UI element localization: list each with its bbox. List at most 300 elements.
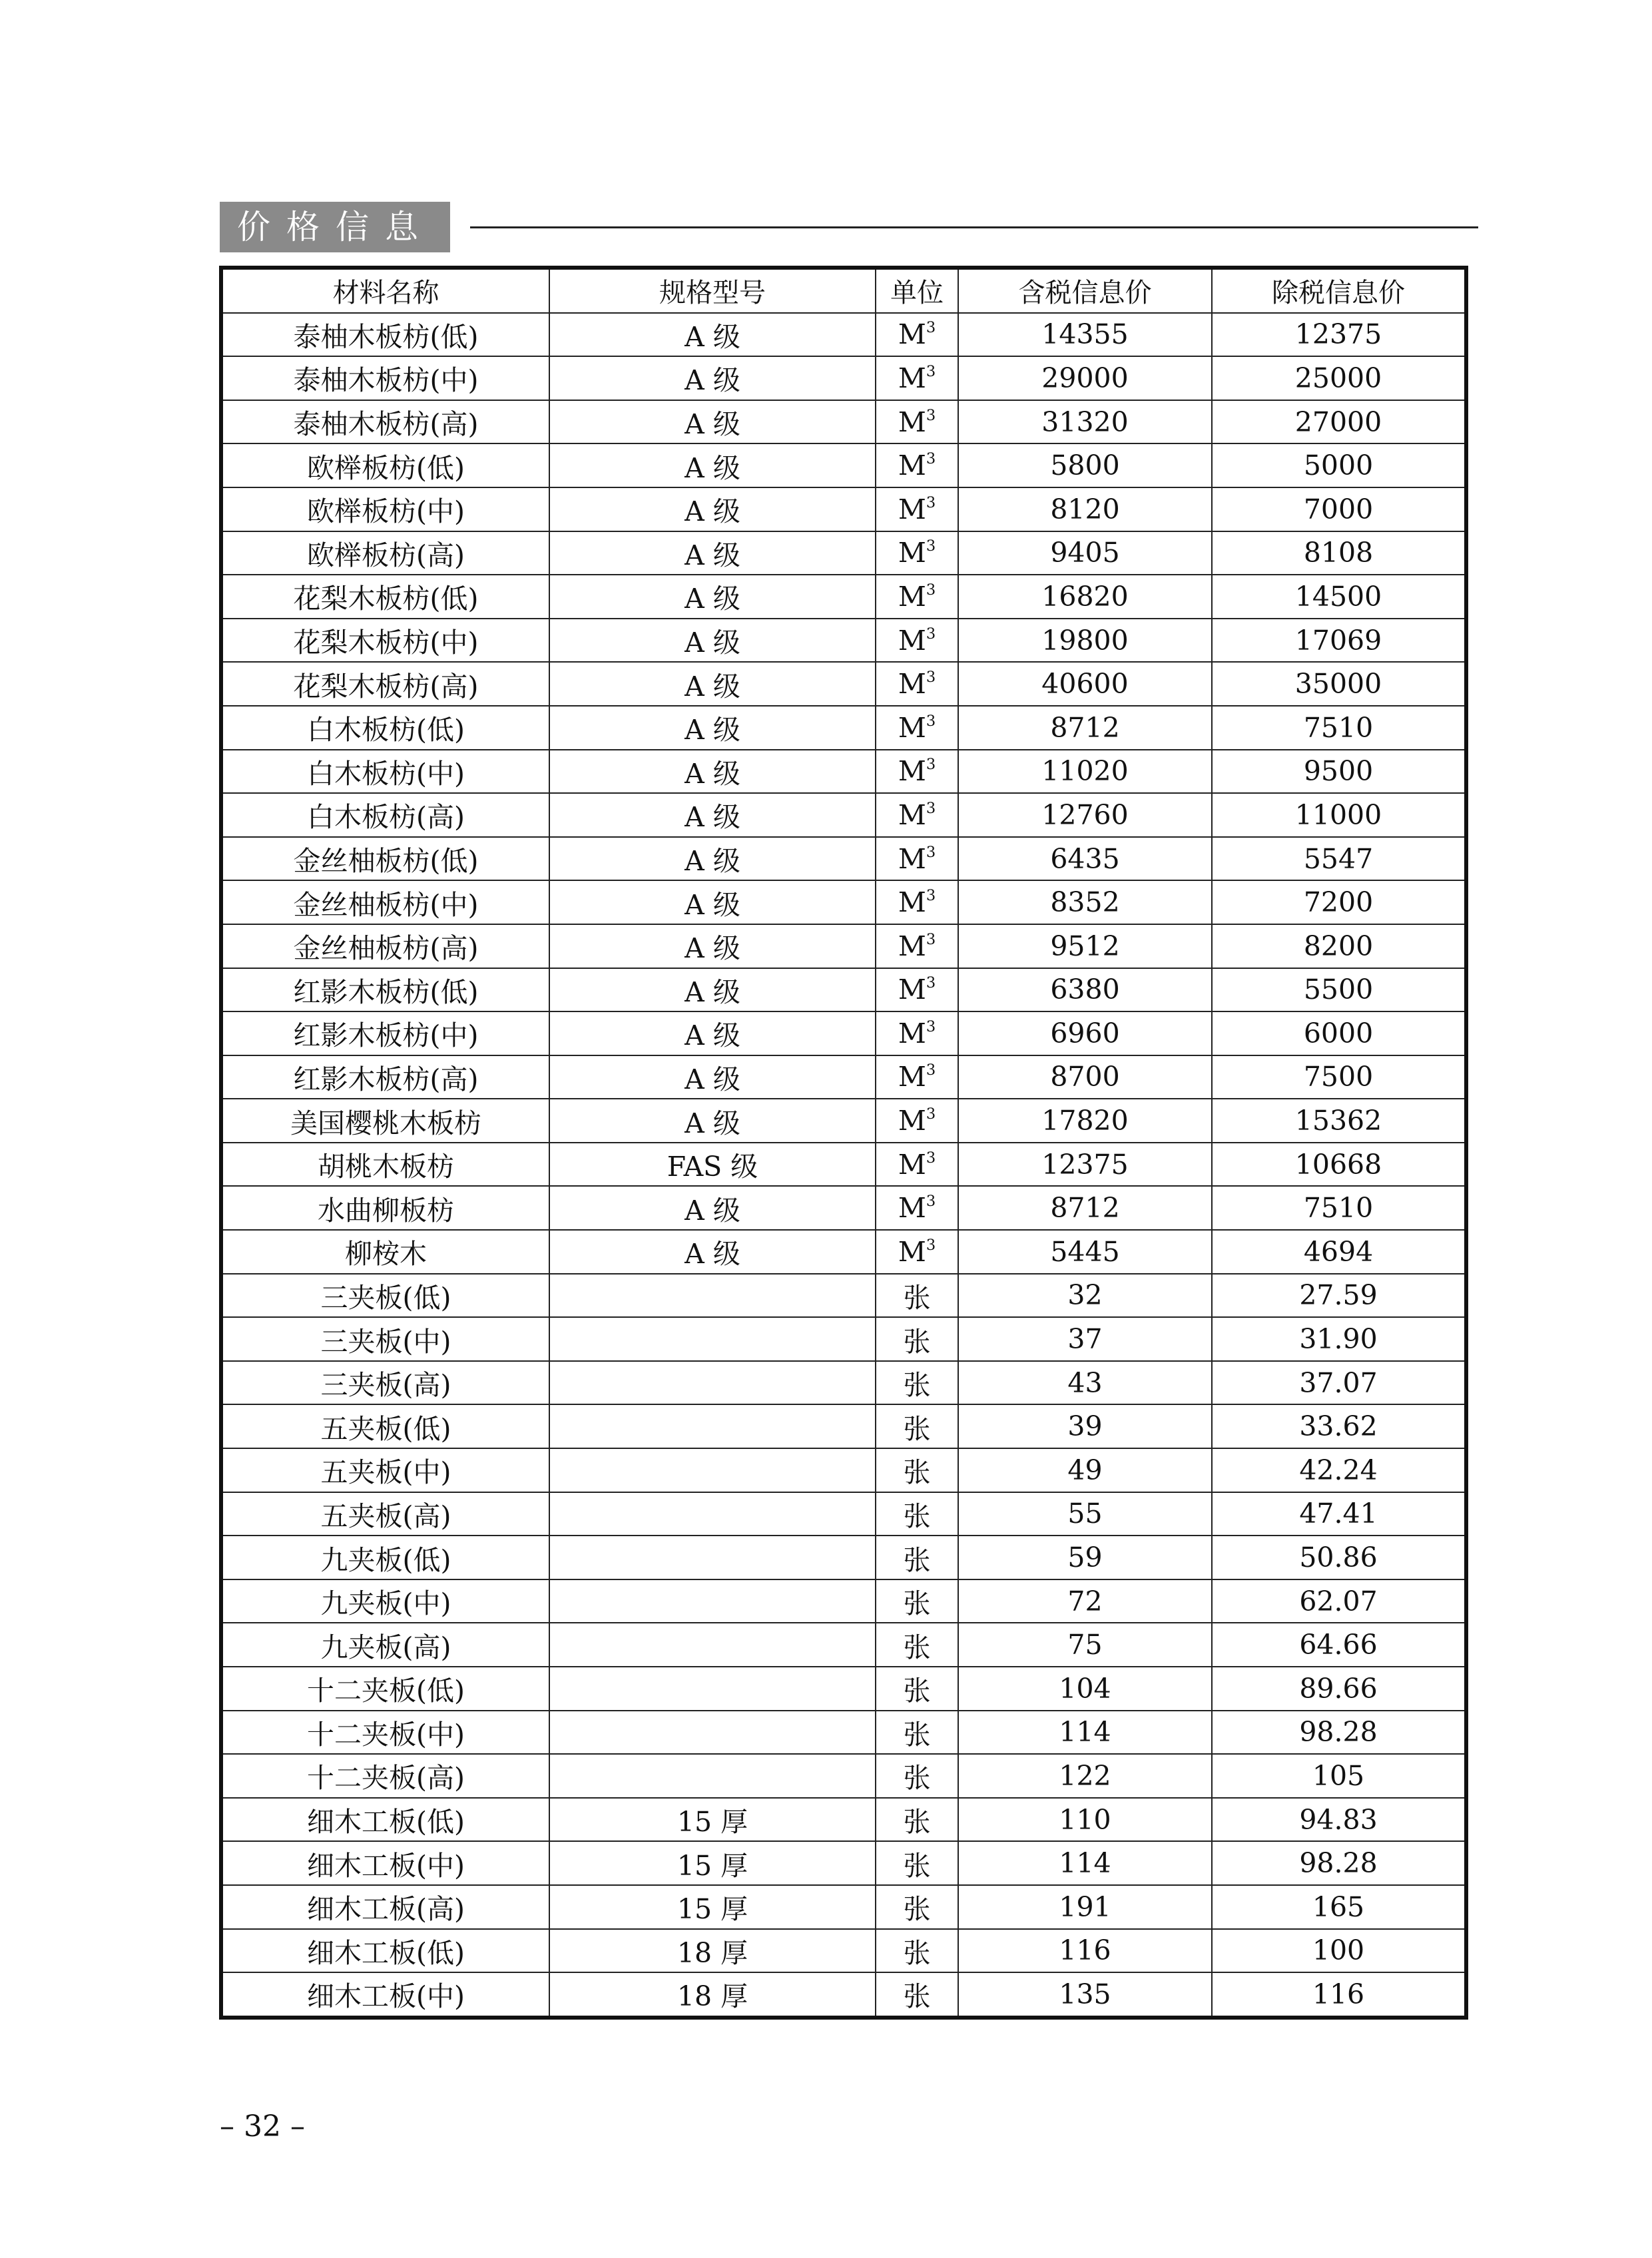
table-row (221, 750, 1466, 794)
cell-unit (876, 313, 958, 357)
cell-unit (876, 1972, 958, 2018)
cell-unit (876, 1623, 958, 1667)
table-row (221, 619, 1466, 663)
cell-material-name: 九夹板(高) (221, 1623, 549, 1667)
unit-text: M (898, 318, 926, 351)
cell-unit (876, 1011, 958, 1055)
table-row (221, 1055, 1466, 1099)
unit-superscript: 3 (926, 625, 936, 643)
cell-material-name: 金丝柚板枋(低) (221, 837, 549, 881)
cell-unit (876, 1143, 958, 1187)
cell-unit (876, 1492, 958, 1536)
cell-material-name: 花梨木板枋(高) (221, 662, 549, 706)
cell-price-net: 7510 (1212, 1186, 1466, 1230)
cell-material-name: 三夹板(低) (221, 1274, 549, 1318)
cell-material-name: 欧榉板枋(低) (221, 443, 549, 487)
cell-unit (876, 575, 958, 619)
cell-spec: 15 厚 (549, 1798, 876, 1842)
cell-spec: A 级 (549, 356, 876, 400)
cell-unit (876, 1667, 958, 1711)
unit-superscript: 3 (926, 712, 936, 730)
unit-text: 张 (903, 1806, 931, 1838)
cell-material-name: 金丝柚板枋(中) (221, 880, 549, 924)
cell-price-net: 5547 (1212, 837, 1466, 881)
cell-price-tax: 6380 (958, 968, 1212, 1012)
cell-spec: A 级 (549, 487, 876, 531)
table-row (221, 531, 1466, 575)
cell-price-net: 4694 (1212, 1230, 1466, 1274)
cell-spec (549, 1361, 876, 1405)
unit-text: M (898, 1017, 926, 1049)
cell-price-net: 37.07 (1212, 1361, 1466, 1405)
table-row (221, 1929, 1466, 1973)
cell-price-tax: 11020 (958, 750, 1212, 794)
cell-unit (876, 1274, 958, 1318)
unit-text: 张 (903, 1544, 931, 1576)
cell-spec (549, 1404, 876, 1448)
table-row (221, 1579, 1466, 1623)
unit-text: 张 (903, 1500, 931, 1532)
cell-price-net: 62.07 (1212, 1579, 1466, 1623)
unit-superscript: 3 (926, 1149, 936, 1167)
cell-unit (876, 1885, 958, 1929)
unit-superscript: 3 (926, 450, 936, 468)
table-row (221, 1011, 1466, 1055)
unit-text: M (898, 1105, 926, 1137)
cell-spec: 18 厚 (549, 1929, 876, 1973)
table-row (221, 313, 1466, 357)
cell-price-net: 12375 (1212, 313, 1466, 357)
cell-unit (876, 793, 958, 837)
page-number: – 32 – (220, 2110, 305, 2143)
cell-material-name: 白木板枋(中) (221, 750, 549, 794)
table-row (221, 1230, 1466, 1274)
cell-spec (549, 1667, 876, 1711)
cell-price-tax: 16820 (958, 575, 1212, 619)
cell-price-net: 5000 (1212, 443, 1466, 487)
unit-text: M (898, 580, 926, 613)
cell-price-tax: 75 (958, 1623, 1212, 1667)
cell-price-tax: 6435 (958, 837, 1212, 881)
cell-unit (876, 400, 958, 444)
cell-price-net: 165 (1212, 1885, 1466, 1929)
cell-material-name: 欧榉板枋(中) (221, 487, 549, 531)
cell-price-tax: 122 (958, 1754, 1212, 1798)
cell-price-net: 98.28 (1212, 1841, 1466, 1885)
cell-spec: A 级 (549, 1230, 876, 1274)
cell-price-tax: 39 (958, 1404, 1212, 1448)
section-title: 价格信息 (220, 202, 450, 252)
table-row (221, 1972, 1466, 2018)
unit-text: 张 (903, 1718, 931, 1751)
cell-price-tax: 55 (958, 1492, 1212, 1536)
unit-text: 张 (903, 1325, 931, 1358)
cell-price-tax: 29000 (958, 356, 1212, 400)
unit-superscript: 3 (926, 363, 936, 381)
unit-text: M (898, 1235, 926, 1268)
cell-price-net: 8200 (1212, 924, 1466, 968)
cell-material-name: 泰柚木板枋(低) (221, 313, 549, 357)
cell-material-name: 细木工板(低) (221, 1929, 549, 1973)
cell-unit (876, 1055, 958, 1099)
cell-price-tax: 59 (958, 1536, 1212, 1579)
unit-superscript: 3 (926, 1017, 936, 1035)
table-row (221, 1404, 1466, 1448)
cell-price-net: 15362 (1212, 1099, 1466, 1143)
cell-unit (876, 487, 958, 531)
unit-text: 张 (903, 1936, 931, 1969)
cell-material-name: 红影木板枋(低) (221, 968, 549, 1012)
unit-text: M (898, 362, 926, 394)
table-row (221, 968, 1466, 1012)
unit-text: M (898, 449, 926, 482)
cell-spec: A 级 (549, 443, 876, 487)
cell-price-net: 7500 (1212, 1055, 1466, 1099)
table-row (221, 837, 1466, 881)
cell-spec (549, 1274, 876, 1318)
unit-text: M (898, 755, 926, 788)
cell-unit (876, 443, 958, 487)
column-header-unit: 单位 (876, 268, 958, 313)
cell-spec (549, 1536, 876, 1579)
cell-spec (549, 1317, 876, 1361)
cell-spec: 15 厚 (549, 1841, 876, 1885)
unit-text: M (898, 493, 926, 525)
cell-material-name: 柳桉木 (221, 1230, 549, 1274)
cell-price-tax: 32 (958, 1274, 1212, 1318)
cell-unit (876, 662, 958, 706)
unit-text: M (898, 1192, 926, 1225)
cell-unit (876, 1317, 958, 1361)
cell-price-tax: 31320 (958, 400, 1212, 444)
cell-spec: A 级 (549, 313, 876, 357)
cell-spec: FAS 级 (549, 1143, 876, 1187)
table-row (221, 1754, 1466, 1798)
cell-price-net: 10668 (1212, 1143, 1466, 1187)
cell-price-net: 98.28 (1212, 1711, 1466, 1755)
cell-spec: A 级 (549, 924, 876, 968)
cell-material-name: 五夹板(低) (221, 1404, 549, 1448)
cell-price-net: 8108 (1212, 531, 1466, 575)
unit-text: 张 (903, 1849, 931, 1882)
unit-text: M (898, 842, 926, 875)
cell-price-net: 50.86 (1212, 1536, 1466, 1579)
cell-unit (876, 1361, 958, 1405)
table-row (221, 1623, 1466, 1667)
section-divider (470, 226, 1478, 228)
table-row (221, 1317, 1466, 1361)
cell-unit (876, 1579, 958, 1623)
cell-material-name: 泰柚木板枋(高) (221, 400, 549, 444)
cell-price-tax: 8700 (958, 1055, 1212, 1099)
cell-price-net: 27.59 (1212, 1274, 1466, 1318)
cell-price-net: 11000 (1212, 793, 1466, 837)
unit-superscript: 3 (926, 1193, 936, 1211)
cell-material-name: 十二夹板(中) (221, 1711, 549, 1755)
cell-price-net: 7200 (1212, 880, 1466, 924)
cell-material-name: 泰柚木板枋(中) (221, 356, 549, 400)
cell-material-name: 水曲柳板枋 (221, 1186, 549, 1230)
cell-price-net: 94.83 (1212, 1798, 1466, 1842)
table-row (221, 1143, 1466, 1187)
cell-price-tax: 8352 (958, 880, 1212, 924)
cell-price-net: 6000 (1212, 1011, 1466, 1055)
cell-material-name: 花梨木板枋(中) (221, 619, 549, 663)
unit-text: 张 (903, 1412, 931, 1445)
cell-material-name: 五夹板(中) (221, 1448, 549, 1492)
unit-superscript: 3 (926, 669, 936, 687)
unit-text: 张 (903, 1456, 931, 1489)
cell-material-name: 九夹板(中) (221, 1579, 549, 1623)
cell-price-net: 7000 (1212, 487, 1466, 531)
unit-text: M (898, 406, 926, 438)
table-row (221, 880, 1466, 924)
unit-superscript: 3 (926, 974, 936, 992)
cell-price-tax: 114 (958, 1841, 1212, 1885)
table-row (221, 1711, 1466, 1755)
cell-price-net: 14500 (1212, 575, 1466, 619)
cell-spec: A 级 (549, 1099, 876, 1143)
cell-price-tax: 5800 (958, 443, 1212, 487)
table-row (221, 1099, 1466, 1143)
cell-material-name: 红影木板枋(中) (221, 1011, 549, 1055)
table-row (221, 793, 1466, 837)
table-row (221, 400, 1466, 444)
cell-spec (549, 1711, 876, 1755)
cell-spec: A 级 (549, 619, 876, 663)
cell-spec: A 级 (549, 750, 876, 794)
table-row (221, 1536, 1466, 1579)
unit-superscript: 3 (926, 1236, 936, 1254)
cell-material-name: 九夹板(低) (221, 1536, 549, 1579)
cell-material-name: 十二夹板(低) (221, 1667, 549, 1711)
unit-text: M (898, 668, 926, 701)
cell-unit (876, 1186, 958, 1230)
table-row (221, 1274, 1466, 1318)
cell-spec: A 级 (549, 837, 876, 881)
cell-spec: A 级 (549, 575, 876, 619)
cell-price-tax: 72 (958, 1579, 1212, 1623)
table-row (221, 662, 1466, 706)
cell-material-name: 胡桃木板枋 (221, 1143, 549, 1187)
unit-text: 张 (903, 1369, 931, 1402)
section-header (220, 202, 1478, 252)
cell-spec (549, 1492, 876, 1536)
cell-price-net: 7510 (1212, 706, 1466, 750)
cell-price-tax: 114 (958, 1711, 1212, 1755)
cell-spec: A 级 (549, 793, 876, 837)
unit-text: M (898, 974, 926, 1006)
cell-price-net: 33.62 (1212, 1404, 1466, 1448)
cell-unit (876, 356, 958, 400)
cell-price-net: 116 (1212, 1972, 1466, 2018)
cell-price-tax: 37 (958, 1317, 1212, 1361)
cell-spec: A 级 (549, 706, 876, 750)
cell-price-tax: 116 (958, 1929, 1212, 1973)
cell-price-tax: 17820 (958, 1099, 1212, 1143)
cell-spec: A 级 (549, 1011, 876, 1055)
cell-price-net: 35000 (1212, 662, 1466, 706)
cell-spec: A 级 (549, 531, 876, 575)
cell-unit (876, 1230, 958, 1274)
cell-unit (876, 880, 958, 924)
unit-text: 张 (903, 1762, 931, 1795)
unit-text: M (898, 886, 926, 919)
cell-unit (876, 924, 958, 968)
table-header-row (221, 268, 1466, 313)
unit-text: 张 (903, 1587, 931, 1620)
cell-material-name: 红影木板枋(高) (221, 1055, 549, 1099)
cell-price-net: 89.66 (1212, 1667, 1466, 1711)
unit-superscript: 3 (926, 493, 936, 511)
unit-text: 张 (903, 1893, 931, 1926)
column-header-name: 材料名称 (221, 268, 549, 313)
cell-price-tax: 14355 (958, 313, 1212, 357)
cell-material-name: 金丝柚板枋(高) (221, 924, 549, 968)
unit-text: 张 (903, 1980, 931, 2013)
unit-superscript: 3 (926, 843, 936, 861)
cell-unit (876, 837, 958, 881)
table-row (221, 443, 1466, 487)
cell-price-tax: 12760 (958, 793, 1212, 837)
unit-superscript: 3 (926, 887, 936, 905)
cell-unit (876, 1754, 958, 1798)
unit-superscript: 3 (926, 581, 936, 599)
cell-spec: A 级 (549, 880, 876, 924)
table-row (221, 1448, 1466, 1492)
cell-price-tax: 43 (958, 1361, 1212, 1405)
cell-price-tax: 8712 (958, 1186, 1212, 1230)
cell-spec: 15 厚 (549, 1885, 876, 1929)
unit-text: M (898, 930, 926, 962)
cell-unit (876, 1929, 958, 1973)
unit-text: M (898, 537, 926, 569)
cell-price-tax: 8712 (958, 706, 1212, 750)
cell-unit (876, 531, 958, 575)
cell-price-net: 31.90 (1212, 1317, 1466, 1361)
unit-superscript: 3 (926, 537, 936, 555)
cell-material-name: 美国樱桃木板枋 (221, 1099, 549, 1143)
cell-spec: 18 厚 (549, 1972, 876, 2018)
cell-material-name: 细木工板(低) (221, 1798, 549, 1842)
cell-material-name: 三夹板(中) (221, 1317, 549, 1361)
cell-price-net: 42.24 (1212, 1448, 1466, 1492)
cell-spec: A 级 (549, 1055, 876, 1099)
cell-unit (876, 1841, 958, 1885)
cell-price-net: 5500 (1212, 968, 1466, 1012)
cell-unit (876, 706, 958, 750)
unit-superscript: 3 (926, 756, 936, 774)
cell-material-name: 十二夹板(高) (221, 1754, 549, 1798)
cell-unit (876, 1448, 958, 1492)
cell-unit (876, 1798, 958, 1842)
cell-price-net: 25000 (1212, 356, 1466, 400)
cell-spec: A 级 (549, 968, 876, 1012)
column-header-price-net: 除税信息价 (1212, 268, 1466, 313)
table-row (221, 487, 1466, 531)
cell-material-name: 三夹板(高) (221, 1361, 549, 1405)
unit-text: 张 (903, 1631, 931, 1663)
cell-material-name: 欧榉板枋(高) (221, 531, 549, 575)
cell-material-name: 细木工板(中) (221, 1972, 549, 2018)
cell-spec (549, 1448, 876, 1492)
column-header-spec: 规格型号 (549, 268, 876, 313)
cell-unit (876, 1404, 958, 1448)
cell-price-tax: 19800 (958, 619, 1212, 663)
cell-price-net: 27000 (1212, 400, 1466, 444)
unit-text: M (898, 1148, 926, 1181)
table-row (221, 1885, 1466, 1929)
cell-material-name: 白木板枋(高) (221, 793, 549, 837)
unit-superscript: 3 (926, 800, 936, 818)
cell-price-tax: 9512 (958, 924, 1212, 968)
cell-unit (876, 619, 958, 663)
unit-superscript: 3 (926, 930, 936, 948)
cell-material-name: 白木板枋(低) (221, 706, 549, 750)
table-row (221, 924, 1466, 968)
cell-material-name: 五夹板(高) (221, 1492, 549, 1536)
cell-unit (876, 1536, 958, 1579)
unit-text: M (898, 1061, 926, 1093)
cell-price-tax: 49 (958, 1448, 1212, 1492)
unit-superscript: 3 (926, 1061, 936, 1079)
cell-spec (549, 1754, 876, 1798)
cell-price-tax: 104 (958, 1667, 1212, 1711)
cell-price-tax: 40600 (958, 662, 1212, 706)
cell-price-net: 105 (1212, 1754, 1466, 1798)
unit-text: M (898, 624, 926, 657)
unit-text: 张 (903, 1281, 931, 1314)
cell-price-tax: 8120 (958, 487, 1212, 531)
cell-unit (876, 1099, 958, 1143)
table-row (221, 356, 1466, 400)
unit-text: M (898, 711, 926, 744)
cell-price-tax: 6960 (958, 1011, 1212, 1055)
unit-text: 张 (903, 1675, 931, 1707)
table-row (221, 1186, 1466, 1230)
cell-unit (876, 968, 958, 1012)
cell-price-net: 9500 (1212, 750, 1466, 794)
table-row (221, 1361, 1466, 1405)
cell-spec (549, 1623, 876, 1667)
cell-spec (549, 1579, 876, 1623)
cell-price-tax: 191 (958, 1885, 1212, 1929)
cell-spec: A 级 (549, 662, 876, 706)
cell-material-name: 细木工板(高) (221, 1885, 549, 1929)
cell-unit (876, 1711, 958, 1755)
cell-spec: A 级 (549, 1186, 876, 1230)
cell-price-net: 64.66 (1212, 1623, 1466, 1667)
cell-material-name: 细木工板(中) (221, 1841, 549, 1885)
unit-superscript: 3 (926, 1105, 936, 1123)
table-row (221, 1492, 1466, 1536)
cell-spec: A 级 (549, 400, 876, 444)
unit-text: M (898, 798, 926, 831)
column-header-price-tax: 含税信息价 (958, 268, 1212, 313)
cell-price-tax: 9405 (958, 531, 1212, 575)
cell-unit (876, 750, 958, 794)
cell-price-tax: 110 (958, 1798, 1212, 1842)
cell-price-tax: 12375 (958, 1143, 1212, 1187)
table-row (221, 575, 1466, 619)
cell-price-net: 100 (1212, 1929, 1466, 1973)
price-table (219, 266, 1468, 2020)
cell-price-tax: 135 (958, 1972, 1212, 2018)
table-body (221, 313, 1466, 2018)
unit-superscript: 3 (926, 406, 936, 424)
cell-material-name: 花梨木板枋(低) (221, 575, 549, 619)
cell-price-tax: 5445 (958, 1230, 1212, 1274)
